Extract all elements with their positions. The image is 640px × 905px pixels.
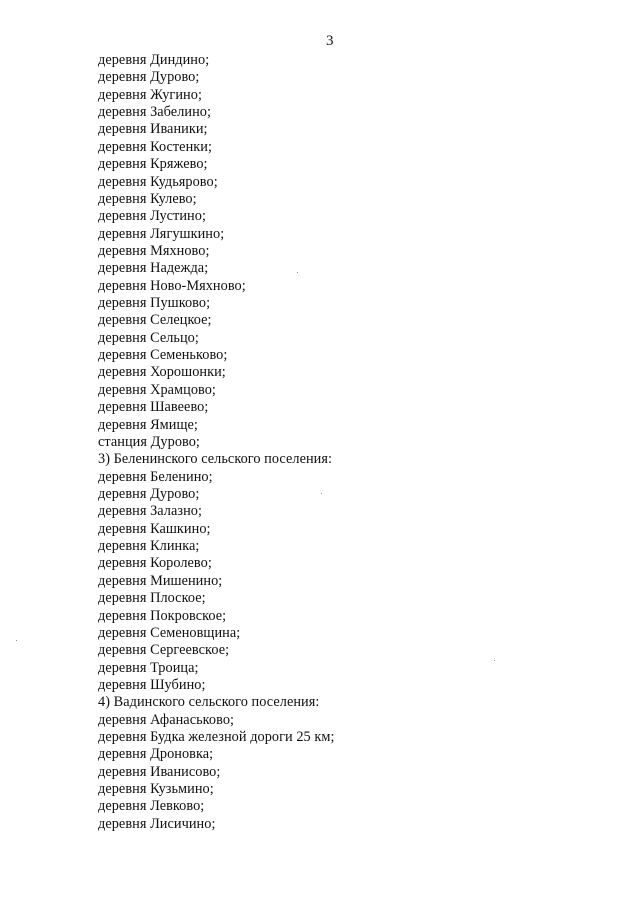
list-line: 4) Вадинского сельского поселения: — [98, 694, 320, 711]
list-line: деревня Беленино; — [98, 468, 213, 485]
list-line: деревня Диндино; — [98, 52, 210, 68]
scan-speck — [321, 493, 322, 494]
list-line: деревня Хорошонки; — [98, 364, 226, 381]
list-line: деревня Кряжево; — [98, 156, 208, 173]
list-line: деревня Костенки; — [98, 138, 213, 155]
list-line: деревня Будка железной дороги 25 км; — [98, 729, 335, 746]
list-line: деревня Покровское; — [98, 607, 227, 624]
list-line: деревня Плоское; — [98, 590, 206, 607]
list-line: деревня Дурово; — [98, 485, 200, 502]
list-line: деревня Кузьмино; — [98, 781, 214, 798]
list-line: деревня Залазно; — [98, 503, 202, 520]
list-line: деревня Лягушкино; — [98, 225, 225, 242]
list-line: деревня Семеновщина; — [98, 624, 241, 641]
list-line: деревня Иванисово; — [98, 763, 221, 780]
list-line: деревня Троица; — [98, 659, 199, 676]
list-line: деревня Ямище; — [98, 416, 198, 433]
list-line: деревня Лустино; — [98, 208, 206, 225]
settlement-list — [98, 52, 335, 833]
list-line: деревня Семеньково; — [98, 347, 228, 364]
list-line: деревня Пушково; — [98, 295, 211, 312]
list-line: деревня Кашкино; — [98, 520, 211, 537]
list-line: деревня Левково; — [98, 798, 205, 815]
list-line: деревня Афанаськово; — [98, 711, 235, 728]
list-line: деревня Надежда; — [98, 260, 209, 277]
list-line: деревня Селецкое; — [98, 312, 212, 329]
list-line: деревня Шавеево; — [98, 399, 209, 416]
list-line: деревня Кудьярово; — [98, 173, 218, 190]
list-line: деревня Мишенино; — [98, 572, 223, 589]
scan-speck — [16, 640, 17, 641]
list-line: деревня Сергеевское; — [98, 642, 230, 659]
list-line: деревня Шубино; — [98, 676, 206, 693]
list-line: деревня Королево; — [98, 555, 212, 572]
scan-speck — [297, 272, 298, 273]
list-line: станция Дурово; — [98, 433, 200, 450]
list-line: деревня Кулево; — [98, 190, 197, 207]
list-line: деревня Лисичино; — [98, 815, 216, 832]
list-line: деревня Ново-Мяхново; — [98, 277, 246, 294]
list-line: деревня Клинка; — [98, 538, 200, 555]
list-line: деревня Жугино; — [98, 86, 202, 103]
list-line: деревня Забелино; — [98, 104, 212, 121]
list-line: деревня Дурово; — [98, 69, 200, 86]
page-number: 3 — [326, 33, 334, 49]
list-line: деревня Иваники; — [98, 121, 208, 138]
list-line: деревня Дроновка; — [98, 746, 214, 763]
list-line: деревня Храмцово; — [98, 381, 216, 398]
list-line: 3) Беленинского сельского поселения: — [98, 451, 333, 468]
list-line: деревня Сельцо; — [98, 329, 199, 346]
scan-speck — [494, 660, 495, 661]
list-line: деревня Мяхново; — [98, 242, 210, 259]
